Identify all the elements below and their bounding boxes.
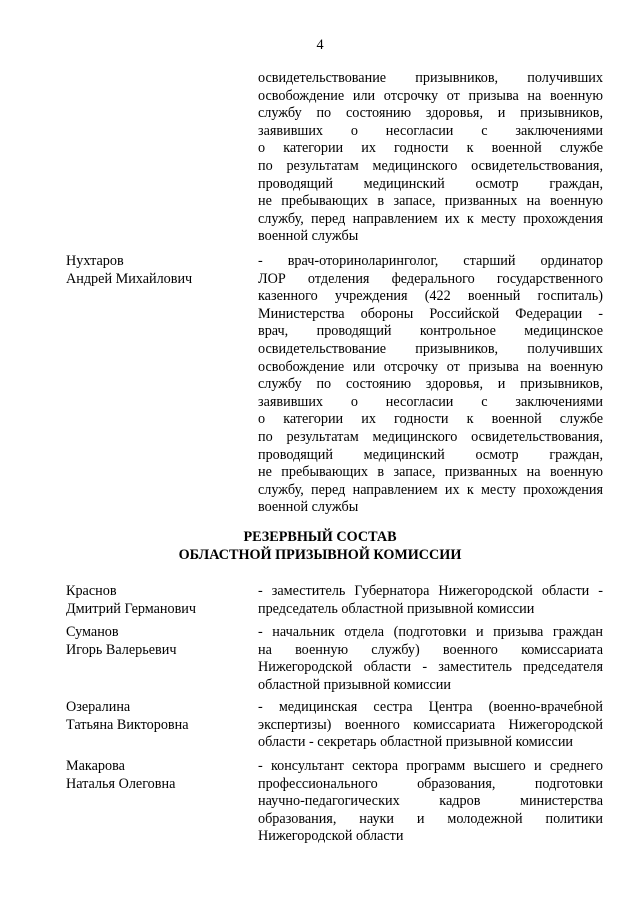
heading-line: РЕЗЕРВНЫЙ СОСТАВ [243,529,397,545]
member-description [258,253,603,517]
given-names: Игорь Валерьевич [66,641,177,658]
description-line: освобождение или отсрочку от призыва на военную [258,358,603,375]
description-line: врач, проводящий контрольное медицинское [258,323,603,340]
description-line: - врач-оториноларинголог, старший ординатор [258,253,603,269]
description-line: ЛОР отделения федерального государственного [258,270,603,287]
description-line: службу, перед направлением их к месту прохождения [258,481,603,498]
description-line: военной службы [258,228,359,245]
reserve-member-name [66,583,251,618]
description-line: профессионального образования, подготовки [258,775,603,792]
description-line: заявивших о несогласии с заключениями [258,122,603,139]
description-line: освидетельствование призывников, получивших [258,340,603,357]
description-line: казенного учреждения (422 военный госпиталь) [258,288,603,305]
reserve-member-name [66,624,251,659]
description-line: образования, науки и молодежной политики [258,810,603,827]
description-line: проводящий медицинский осмотр граждан, [258,446,603,463]
given-names: Наталья Олеговна [66,775,176,792]
description-line: Нижегородской области [258,828,404,845]
description-line: военной службы [258,499,359,516]
description-line: - консультант сектора программ высшего и среднего [258,758,603,774]
description-line: о категории их годности к военной службе [258,411,603,428]
description-line: области - секретарь областной призывной комиссии [258,734,574,751]
description-line: - заместитель Губернатора Нижегородской области - [258,583,603,599]
description-line: службу, перед направлением их к месту прохождения [258,210,603,227]
section-heading [0,528,640,564]
description-line: областной призывной комиссии [258,676,451,693]
description-line: Министерства обороны Российской Федерации - [258,305,603,322]
reserve-member-description [258,624,603,694]
description-line: - медицинская сестра Центра (военно-врачебной [258,699,603,715]
description-line: службу по состоянию здоровья, и призывников, [258,105,603,122]
description-line: председатель областной призывной комиссии [258,600,535,617]
description-line: Нижегородской области - заместитель председателя [258,659,603,676]
reserve-member-description [258,699,603,752]
description-line: - начальник отдела (подготовки и призыва граждан [258,624,603,640]
page-number: 4 [316,37,324,53]
member-name [66,253,251,288]
description-line: экспертизы) военного комиссариата Нижегородской [258,716,603,733]
description-line: по результатам медицинского освидетельствования, [258,428,603,445]
description-line: не пребывающих в запасе, призванных на военную [258,193,603,210]
description-line: проводящий медицинский осмотр граждан, [258,175,603,192]
heading-line: ОБЛАСТНОЙ ПРИЗЫВНОЙ КОМИССИИ [178,547,462,563]
reserve-member-description [258,583,603,618]
description-line: службу по состоянию здоровья, и призывников, [258,376,603,393]
description-line: на военную службу) военного комиссариата [258,641,603,658]
surname: Краснов [66,583,117,599]
description-line: освобождение или отсрочку от призыва на военную [258,87,603,104]
reserve-member-name [66,699,251,734]
description-line: не пребывающих в запасе, призванных на военную [258,464,603,481]
given-names: Андрей Михайлович [66,270,193,287]
given-names: Татьяна Викторовна [66,716,189,733]
surname: Озералина [66,699,131,715]
surname: Нухтаров [66,253,124,269]
description-line: освидетельствование призывников, получивших [258,70,603,86]
surname: Макарова [66,758,125,774]
reserve-member-name [66,758,251,793]
given-names: Дмитрий Германович [66,600,197,617]
description-line: по результатам медицинского освидетельствования, [258,157,603,174]
description-line: о категории их годности к военной службе [258,140,603,157]
surname: Суманов [66,624,119,640]
description-line: научно-педагогических кадров министерства [258,793,603,810]
reserve-member-description [258,758,603,846]
continuation-description [258,70,603,246]
description-line: заявивших о несогласии с заключениями [258,393,603,410]
